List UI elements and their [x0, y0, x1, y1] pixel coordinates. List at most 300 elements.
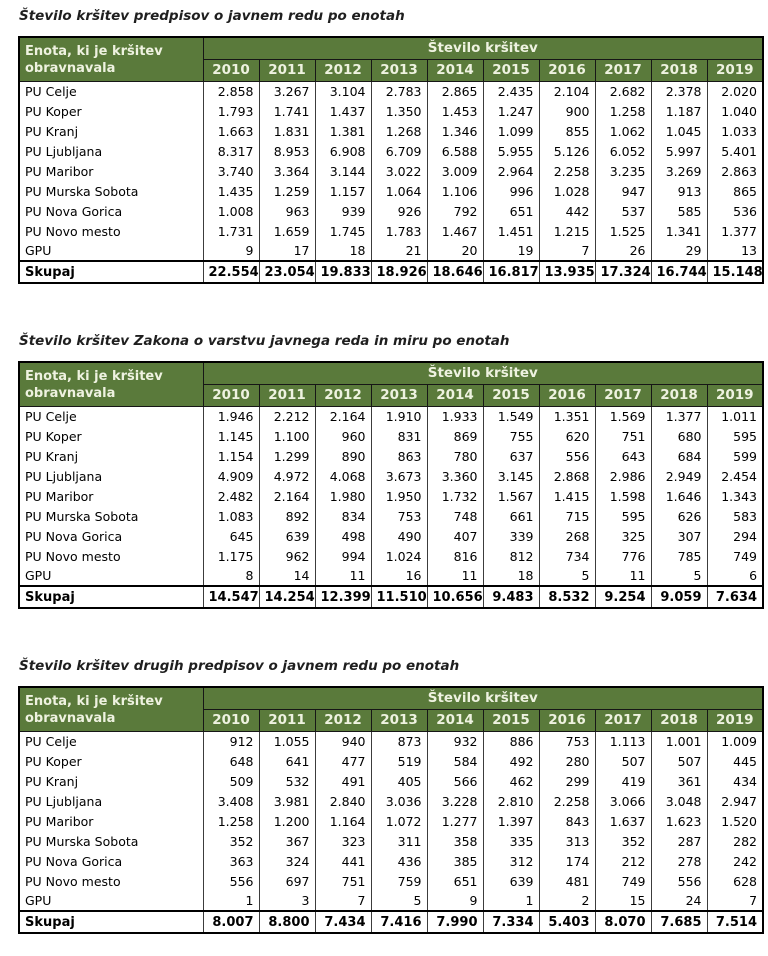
value-cell: 3.360 [427, 466, 483, 486]
value-cell: 3.144 [315, 161, 371, 181]
value-cell: 441 [315, 851, 371, 871]
value-cell: 6.709 [371, 141, 427, 161]
value-cell: 358 [427, 831, 483, 851]
table-row [19, 486, 763, 506]
value-cell: 1.259 [259, 181, 315, 201]
value-cell: 926 [371, 201, 427, 221]
total-value-cell: 23.054 [259, 261, 315, 283]
value-cell: 1.381 [315, 121, 371, 141]
year-header-cell: 2010 [203, 384, 259, 406]
value-cell: 18 [315, 241, 371, 261]
total-value-cell: 16.744 [651, 261, 707, 283]
unit-label-cell: PU Celje [25, 408, 77, 424]
year-header-cell: 2013 [371, 59, 427, 81]
year-header-cell: 2015 [483, 709, 539, 731]
unit-label-cell: PU Kranj [25, 123, 79, 139]
value-cell: 751 [595, 426, 651, 446]
value-cell: 1.437 [315, 101, 371, 121]
value-cell: 537 [595, 201, 651, 221]
value-cell: 1.055 [259, 731, 315, 751]
value-cell: 2.840 [315, 791, 371, 811]
value-cell: 2.482 [203, 486, 259, 506]
value-cell: 1.745 [315, 221, 371, 241]
value-cell: 8.953 [259, 141, 315, 161]
value-cell: 6.588 [427, 141, 483, 161]
value-cell: 174 [539, 851, 595, 871]
value-cell: 1.350 [371, 101, 427, 121]
group-header-cell: Število kršitev [203, 37, 763, 59]
total-value-cell: 13.935 [539, 261, 595, 283]
total-value-cell: 7.434 [315, 911, 371, 933]
value-cell: 3.981 [259, 791, 315, 811]
value-cell: 776 [595, 546, 651, 566]
table-header [19, 37, 763, 81]
value-cell: 5 [539, 566, 595, 586]
year-header-cell: 2014 [427, 59, 483, 81]
value-cell: 1.351 [539, 406, 595, 426]
year-header-cell: 2013 [371, 384, 427, 406]
total-value-cell: 9.254 [595, 586, 651, 608]
value-cell: 4.909 [203, 466, 259, 486]
value-cell: 556 [203, 871, 259, 891]
table-section [18, 659, 762, 934]
value-cell: 352 [595, 831, 651, 851]
value-cell: 816 [427, 546, 483, 566]
value-cell: 715 [539, 506, 595, 526]
value-cell: 886 [483, 731, 539, 751]
table-row [19, 506, 763, 526]
unit-label-cell: PU Koper [25, 753, 82, 769]
value-cell: 6 [707, 566, 763, 586]
unit-label-cell: PU Maribor [25, 163, 94, 179]
year-header-cell: 2018 [651, 709, 707, 731]
year-header-cell: 2012 [315, 59, 371, 81]
group-header-row [19, 37, 763, 59]
value-cell: 626 [651, 506, 707, 526]
value-cell: 278 [651, 851, 707, 871]
table-row [19, 181, 763, 201]
value-cell: 1.910 [371, 406, 427, 426]
value-cell: 323 [315, 831, 371, 851]
value-cell: 268 [539, 526, 595, 546]
value-cell: 1.783 [371, 221, 427, 241]
value-cell: 434 [707, 771, 763, 791]
table-row [19, 141, 763, 161]
value-cell: 3.036 [371, 791, 427, 811]
value-cell: 913 [651, 181, 707, 201]
value-cell: 1.145 [203, 426, 259, 446]
value-cell: 21 [371, 241, 427, 261]
value-cell: 628 [707, 871, 763, 891]
year-header-cell: 2018 [651, 59, 707, 81]
value-cell: 15 [595, 891, 651, 911]
value-cell: 1.525 [595, 221, 651, 241]
value-cell: 595 [595, 506, 651, 526]
value-cell: 3.066 [595, 791, 651, 811]
value-cell: 462 [483, 771, 539, 791]
unit-label-cell: PU Maribor [25, 488, 94, 504]
value-cell: 1.024 [371, 546, 427, 566]
value-cell: 1.663 [203, 121, 259, 141]
value-cell: 1.520 [707, 811, 763, 831]
total-value-cell: 12.399 [315, 586, 371, 608]
value-cell: 1.072 [371, 811, 427, 831]
value-cell: 325 [595, 526, 651, 546]
value-cell: 996 [483, 181, 539, 201]
unit-label-cell: PU Kranj [25, 448, 79, 464]
value-cell: 680 [651, 426, 707, 446]
value-cell: 2.258 [539, 161, 595, 181]
total-label-cell: Skupaj [19, 261, 203, 283]
table-footer [19, 586, 763, 608]
total-value-cell: 8.007 [203, 911, 259, 933]
value-cell: 1.106 [427, 181, 483, 201]
table-header [19, 362, 763, 406]
table-row [19, 201, 763, 221]
value-cell: 556 [651, 871, 707, 891]
value-cell: 639 [483, 871, 539, 891]
value-cell: 3.104 [315, 81, 371, 101]
value-cell: 312 [483, 851, 539, 871]
value-cell: 2.104 [539, 81, 595, 101]
value-cell: 3.022 [371, 161, 427, 181]
year-header-cell: 2019 [707, 709, 763, 731]
value-cell: 3.145 [483, 466, 539, 486]
table-row [19, 791, 763, 811]
value-cell: 442 [539, 201, 595, 221]
value-cell: 1.435 [203, 181, 259, 201]
value-cell: 2.435 [483, 81, 539, 101]
value-cell: 2.865 [427, 81, 483, 101]
value-cell: 1.062 [595, 121, 651, 141]
total-value-cell: 11.510 [371, 586, 427, 608]
total-value-cell: 17.324 [595, 261, 651, 283]
year-header-cell: 2010 [203, 59, 259, 81]
value-cell: 16 [371, 566, 427, 586]
table-row [19, 566, 763, 586]
value-cell: 755 [483, 426, 539, 446]
value-cell: 311 [371, 831, 427, 851]
table-row [19, 891, 763, 911]
value-cell: 1.980 [315, 486, 371, 506]
value-cell: 1.247 [483, 101, 539, 121]
value-cell: 651 [483, 201, 539, 221]
value-cell: 1.258 [595, 101, 651, 121]
value-cell: 313 [539, 831, 595, 851]
value-cell: 1.567 [483, 486, 539, 506]
value-cell: 1.045 [651, 121, 707, 141]
total-row [19, 911, 763, 933]
value-cell: 2.020 [707, 81, 763, 101]
total-value-cell: 7.416 [371, 911, 427, 933]
value-cell: 352 [203, 831, 259, 851]
value-cell: 3.364 [259, 161, 315, 181]
value-cell: 643 [595, 446, 651, 466]
table-row [19, 731, 763, 751]
value-cell: 734 [539, 546, 595, 566]
value-cell: 492 [483, 751, 539, 771]
total-value-cell: 7.334 [483, 911, 539, 933]
value-cell: 26 [595, 241, 651, 261]
value-cell: 361 [651, 771, 707, 791]
value-cell: 1.099 [483, 121, 539, 141]
table-body [19, 406, 763, 586]
value-cell: 1.831 [259, 121, 315, 141]
total-value-cell: 19.833 [315, 261, 371, 283]
unit-label-cell: PU Kranj [25, 773, 79, 789]
value-cell: 863 [371, 446, 427, 466]
value-cell: 890 [315, 446, 371, 466]
value-cell: 1.453 [427, 101, 483, 121]
value-cell: 595 [707, 426, 763, 446]
value-cell: 2.810 [483, 791, 539, 811]
value-cell: 2.212 [259, 406, 315, 426]
value-cell: 583 [707, 506, 763, 526]
value-cell: 1.946 [203, 406, 259, 426]
value-cell: 648 [203, 751, 259, 771]
value-cell: 873 [371, 731, 427, 751]
value-cell: 324 [259, 851, 315, 871]
year-header-cell: 2016 [539, 709, 595, 731]
unit-label-cell: PU Celje [25, 83, 77, 99]
value-cell: 481 [539, 871, 595, 891]
value-cell: 641 [259, 751, 315, 771]
value-cell: 9 [203, 241, 259, 261]
value-cell: 507 [595, 751, 651, 771]
value-cell: 5.401 [707, 141, 763, 161]
value-cell: 556 [539, 446, 595, 466]
year-header-cell: 2019 [707, 384, 763, 406]
table-body [19, 731, 763, 911]
year-header-cell: 2017 [595, 709, 651, 731]
value-cell: 490 [371, 526, 427, 546]
year-header-cell: 2014 [427, 384, 483, 406]
year-header-cell: 2013 [371, 709, 427, 731]
value-cell: 749 [707, 546, 763, 566]
value-cell: 869 [427, 426, 483, 446]
year-header-cell: 2011 [259, 59, 315, 81]
year-header-cell: 2019 [707, 59, 763, 81]
value-cell: 2.858 [203, 81, 259, 101]
value-cell: 962 [259, 546, 315, 566]
value-cell: 753 [371, 506, 427, 526]
total-value-cell: 15.148 [707, 261, 763, 283]
value-cell: 536 [707, 201, 763, 221]
value-cell: 436 [371, 851, 427, 871]
corner-header-cell: Enota, ki je kršitev obravnavala [19, 687, 203, 731]
total-value-cell: 14.547 [203, 586, 259, 608]
value-cell: 3.235 [595, 161, 651, 181]
total-value-cell: 5.403 [539, 911, 595, 933]
unit-label-cell: PU Ljubljana [25, 793, 103, 809]
value-cell: 1.200 [259, 811, 315, 831]
unit-label-cell: PU Murska Sobota [25, 183, 139, 199]
table-section [18, 9, 762, 284]
table-row [19, 751, 763, 771]
value-cell: 4.972 [259, 466, 315, 486]
total-value-cell: 7.990 [427, 911, 483, 933]
value-cell: 9 [427, 891, 483, 911]
value-cell: 1.933 [427, 406, 483, 426]
value-cell: 940 [315, 731, 371, 751]
value-cell: 509 [203, 771, 259, 791]
value-cell: 834 [315, 506, 371, 526]
table-title: Število kršitev Zakona o varstvu javnega reda in miru po enotah [19, 333, 510, 349]
value-cell: 3.009 [427, 161, 483, 181]
table-footer [19, 261, 763, 283]
corner-header-cell: Enota, ki je kršitev obravnavala [19, 362, 203, 406]
value-cell: 6.908 [315, 141, 371, 161]
table-header [19, 687, 763, 731]
unit-label-cell: PU Koper [25, 103, 82, 119]
value-cell: 24 [651, 891, 707, 911]
value-cell: 307 [651, 526, 707, 546]
table-row [19, 831, 763, 851]
table-body [19, 81, 763, 261]
value-cell: 759 [371, 871, 427, 891]
value-cell: 865 [707, 181, 763, 201]
table-row [19, 871, 763, 891]
value-cell: 5.997 [651, 141, 707, 161]
value-cell: 2.947 [707, 791, 763, 811]
value-cell: 697 [259, 871, 315, 891]
value-cell: 1.741 [259, 101, 315, 121]
table-title: Število kršitev predpisov o javnem redu po enotah [19, 8, 405, 24]
total-value-cell: 9.059 [651, 586, 707, 608]
value-cell: 599 [707, 446, 763, 466]
value-cell: 3.740 [203, 161, 259, 181]
value-cell: 477 [315, 751, 371, 771]
value-cell: 1.569 [595, 406, 651, 426]
year-header-cell: 2011 [259, 709, 315, 731]
table-row [19, 811, 763, 831]
table-section [18, 334, 762, 609]
value-cell: 6.052 [595, 141, 651, 161]
value-cell: 1.113 [595, 731, 651, 751]
table-row [19, 851, 763, 871]
value-cell: 14 [259, 566, 315, 586]
unit-label-cell: PU Novo mesto [25, 873, 121, 889]
year-header-cell: 2015 [483, 59, 539, 81]
value-cell: 1.268 [371, 121, 427, 141]
value-cell: 960 [315, 426, 371, 446]
table-row [19, 161, 763, 181]
value-cell: 11 [427, 566, 483, 586]
value-cell: 1.732 [427, 486, 483, 506]
value-cell: 939 [315, 201, 371, 221]
value-cell: 831 [371, 426, 427, 446]
table-row [19, 81, 763, 101]
year-header-cell: 2012 [315, 384, 371, 406]
value-cell: 749 [595, 871, 651, 891]
value-cell: 1.011 [707, 406, 763, 426]
table-row [19, 446, 763, 466]
value-cell: 20 [427, 241, 483, 261]
value-cell: 498 [315, 526, 371, 546]
value-cell: 3.673 [371, 466, 427, 486]
group-header-row [19, 362, 763, 384]
value-cell: 2 [539, 891, 595, 911]
value-cell: 29 [651, 241, 707, 261]
value-cell: 5 [371, 891, 427, 911]
value-cell: 1.549 [483, 406, 539, 426]
value-cell: 994 [315, 546, 371, 566]
value-cell: 585 [651, 201, 707, 221]
total-value-cell: 22.554 [203, 261, 259, 283]
value-cell: 339 [483, 526, 539, 546]
value-cell: 212 [595, 851, 651, 871]
unit-label-cell: PU Novo mesto [25, 548, 121, 564]
value-cell: 532 [259, 771, 315, 791]
value-cell: 900 [539, 101, 595, 121]
value-cell: 287 [651, 831, 707, 851]
year-header-cell: 2010 [203, 709, 259, 731]
value-cell: 3 [259, 891, 315, 911]
value-cell: 1.083 [203, 506, 259, 526]
value-cell: 1.346 [427, 121, 483, 141]
total-value-cell: 8.532 [539, 586, 595, 608]
value-cell: 1.028 [539, 181, 595, 201]
value-cell: 11 [315, 566, 371, 586]
value-cell: 5.955 [483, 141, 539, 161]
value-cell: 2.783 [371, 81, 427, 101]
unit-label-cell: PU Ljubljana [25, 143, 103, 159]
value-cell: 2.863 [707, 161, 763, 181]
total-value-cell: 16.817 [483, 261, 539, 283]
value-cell: 405 [371, 771, 427, 791]
value-cell: 947 [595, 181, 651, 201]
year-header-cell: 2014 [427, 709, 483, 731]
corner-header-cell: Enota, ki je kršitev obravnavala [19, 37, 203, 81]
value-cell: 1.598 [595, 486, 651, 506]
value-cell: 282 [707, 831, 763, 851]
value-cell: 932 [427, 731, 483, 751]
value-cell: 1.397 [483, 811, 539, 831]
value-cell: 419 [595, 771, 651, 791]
value-cell: 491 [315, 771, 371, 791]
value-cell: 1.040 [707, 101, 763, 121]
value-cell: 19 [483, 241, 539, 261]
value-cell: 3.408 [203, 791, 259, 811]
value-cell: 2.164 [259, 486, 315, 506]
value-cell: 5.126 [539, 141, 595, 161]
value-cell: 843 [539, 811, 595, 831]
value-cell: 8.317 [203, 141, 259, 161]
unit-label-cell: PU Nova Gorica [25, 203, 123, 219]
year-header-cell: 2012 [315, 709, 371, 731]
unit-label-cell: PU Koper [25, 428, 82, 444]
table-row [19, 526, 763, 546]
value-cell: 2.454 [707, 466, 763, 486]
value-cell: 639 [259, 526, 315, 546]
value-cell: 2.258 [539, 791, 595, 811]
value-cell: 2.378 [651, 81, 707, 101]
value-cell: 1.623 [651, 811, 707, 831]
value-cell: 1.154 [203, 446, 259, 466]
value-cell: 242 [707, 851, 763, 871]
value-cell: 645 [203, 526, 259, 546]
value-cell: 407 [427, 526, 483, 546]
year-header-cell: 2017 [595, 384, 651, 406]
value-cell: 519 [371, 751, 427, 771]
value-cell: 1 [483, 891, 539, 911]
unit-label-cell: PU Murska Sobota [25, 508, 139, 524]
value-cell: 780 [427, 446, 483, 466]
value-cell: 1.100 [259, 426, 315, 446]
value-cell: 1.415 [539, 486, 595, 506]
unit-label-cell: PU Celje [25, 733, 77, 749]
value-cell: 367 [259, 831, 315, 851]
